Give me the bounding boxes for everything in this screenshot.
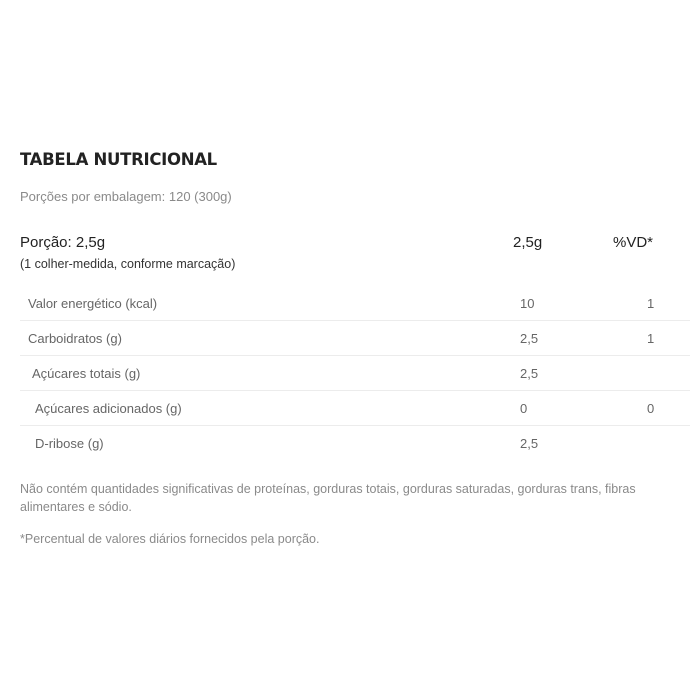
vd-footnote: *Percentual de valores diários fornecidos pela porção.: [20, 532, 320, 546]
nutrient-amount: 2,5: [520, 436, 539, 451]
table-row: [20, 426, 690, 461]
portion-label: Porção: 2,5g: [20, 234, 106, 251]
portion-description: (1 colher-medida, conforme marcação): [20, 257, 236, 271]
nutrition-table: [20, 0, 690, 700]
nutrient-name: Açúcares totais (g): [32, 366, 141, 381]
nutrient-amount: 0: [520, 401, 528, 416]
nutrient-name: D-ribose (g): [35, 436, 104, 451]
nutrient-name: Açúcares adicionados (g): [35, 401, 182, 416]
nutrient-vd: 0: [647, 401, 655, 416]
table-row: [20, 286, 690, 321]
nutrient-vd: 1: [647, 296, 655, 311]
servings-per-package: Porções por embalagem: 120 (300g): [20, 189, 232, 204]
table-row: [20, 356, 690, 391]
nutrient-name: Valor energético (kcal): [28, 296, 158, 311]
nutrient-name: Carboidratos (g): [28, 331, 122, 346]
nutrient-amount: 10: [520, 296, 535, 311]
nutrient-vd: 1: [647, 331, 655, 346]
column-header-amount: 2,5g: [513, 234, 543, 251]
nutrient-amount: 2,5: [520, 366, 539, 381]
table-row: [20, 321, 690, 356]
nutrient-rows: [20, 286, 690, 461]
nutrition-note: Não contém quantidades significativas de proteínas, gorduras totais, gorduras saturadas, gorduras trans, fibras alimentares e sódio.: [20, 482, 636, 514]
nutrient-amount: 2,5: [520, 331, 539, 346]
table-row: [20, 391, 690, 426]
column-header-vd: %VD*: [613, 234, 654, 251]
table-title: TABELA NUTRICIONAL: [20, 150, 217, 169]
